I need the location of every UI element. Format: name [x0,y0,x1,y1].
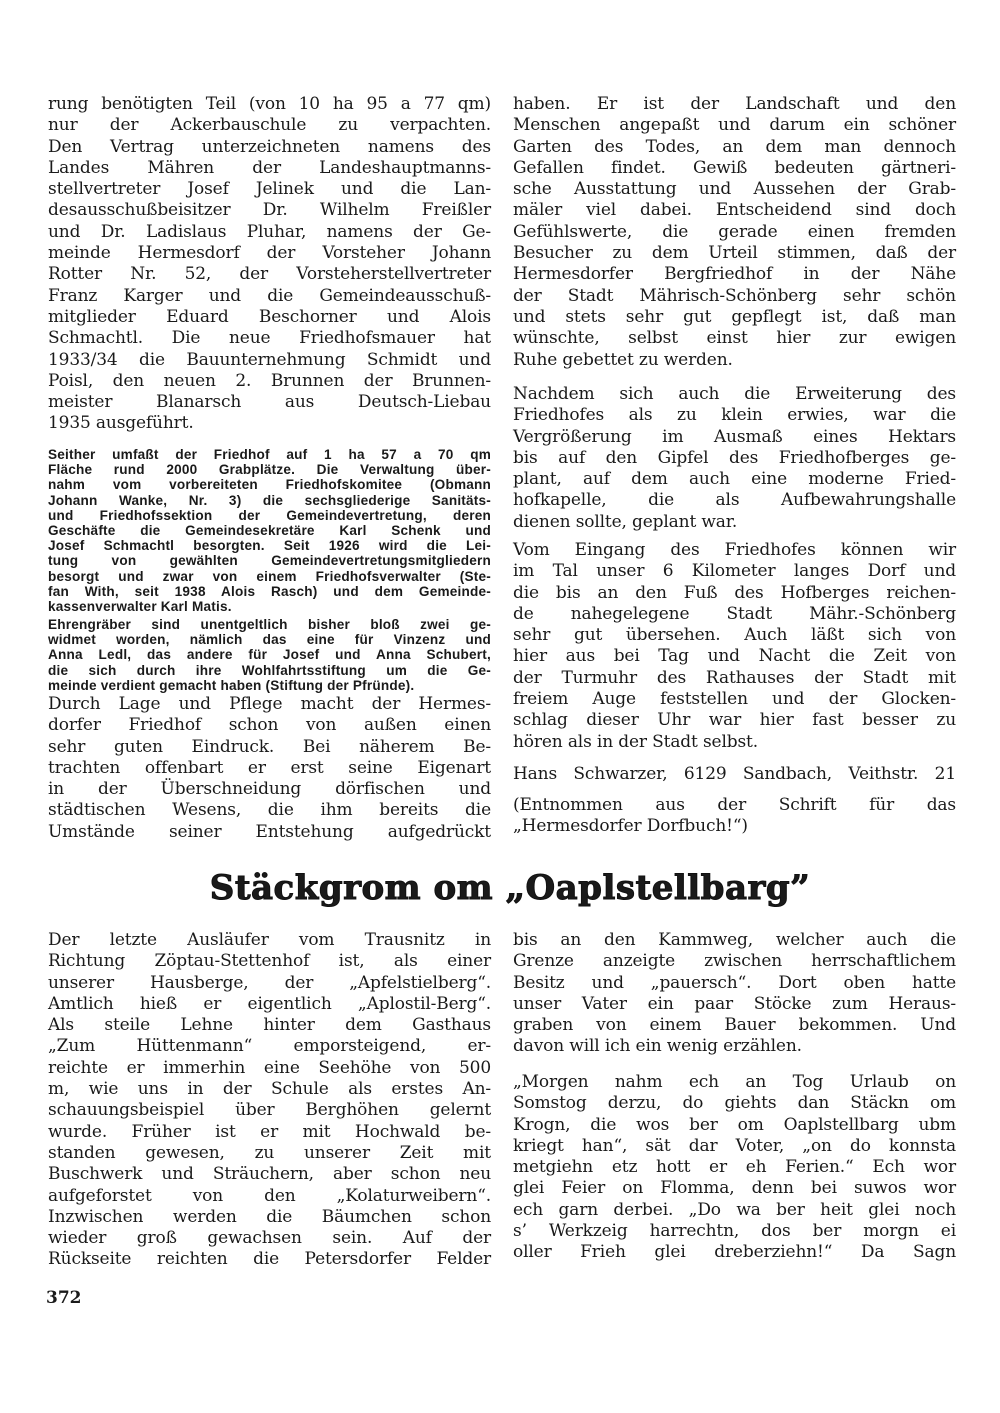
text-line: Menschen angepaßt und darum ein schöner [513,115,956,136]
text-line: die sich durch ihre Wohlfahrtsstiftung um die Ge- [48,662,491,678]
text-line: Seither umfaßt der Friedhof auf 1 ha 57 a 70 qm [48,447,491,462]
text-line: Gefallen findet. Gewiß bedeuten gärtneri- [513,157,956,178]
text-line: davon will ich ein wenig erzählen. [513,1036,802,1057]
text-line: de nahegelegene Stadt Mähr.-Schönberg [513,603,956,624]
text-line: Den Vertrag unterzeichneten namens des [48,136,491,157]
text-line: Vom Eingang des Friedhofes können wir [513,540,956,560]
text-line: 1933/34 die Bauunternehmung Schmidt und [48,349,491,370]
text-line: (Entnommen aus der Schrift für das [513,795,956,815]
top-right-paragraph-1 [513,94,956,371]
text-line: wurde. Früher ist er mit Hochwald be- [48,1121,491,1142]
text-line: Anna Ledl, das andere für Josef und Anna Schubert, [48,647,491,663]
page-number: 372 [46,1288,82,1308]
text-line: fan With, seit 1938 Alois Rasch) und dem Gemeinde- [48,583,491,599]
text-line: bis an den Kammweg, welcher auch die [513,930,956,950]
article-right-paragraph-1 [513,930,956,1058]
text-line: und Dr. Ladislaus Pluhar, namens der Ge- [48,221,491,242]
text-line: „Zum Hüttenmann“ emporsteigend, er- [48,1036,491,1057]
text-line: Besitz und „pauersch“. Dort oben hatte [513,972,956,993]
text-line: widmet worden, nämlich das eine für Vinzenz und [48,632,491,648]
text-line: m, wie uns in der Schule als erstes An- [48,1079,491,1100]
text-line: trachten offenbart er erst seine Eigenart [48,757,491,778]
text-line: Durch Lage und Pflege macht der Hermes- [48,694,491,714]
text-line: Amtlich hieß er eigentlich „Aplostil-Berg“. [48,993,491,1014]
text-line: Hans Schwarzer, 6129 Sandbach, Veithstr. 21 [513,764,956,784]
text-line: Franz Karger und die Gemeindeausschuß- [48,285,491,306]
article-right-paragraph-2 [513,1072,956,1264]
text-line: plant, auf dem auch eine moderne Fried- [513,469,956,490]
text-line: Inzwischen werden die Bäumchen schon [48,1206,491,1227]
source-note [513,795,956,838]
text-line: meinde verdient gemacht haben (Stiftung der Pfründe). [48,677,415,693]
text-line: in der Überschneidung dörfischen und [48,779,491,800]
text-line: ech garn derbei. „Do wa ber heit glei noch [513,1199,956,1220]
text-line: nahm vom vorbereiteten Friedhofskomitee (Obmann [48,477,491,493]
text-line: tung von gewählten Gemeindevertretungsmitgliedern [48,553,491,569]
text-line: Ruhe gebettet zu werden. [513,349,733,370]
text-line: stellvertreter Josef Jelinek und die Lan- [48,179,491,200]
text-line: nur der Ackerbauschule zu verpachten. [48,115,491,136]
text-line: standen gewesen, zu unserer Zeit mit [48,1142,491,1163]
text-line: hören als in der Stadt selbst. [513,731,758,752]
text-line: metgiehn etz hott er eh Ferien.“ Ech wor [513,1157,956,1178]
article-title: Stäckgrom om „Oaplstellbarg” [209,868,811,908]
text-line: hier aus bei Tag und Nacht die Zeit von [513,646,956,667]
text-line: Poisl, den neuen 2. Brunnen der Brunnen- [48,370,491,391]
text-line: schauungsbeispiel über Berghöhen gelernt [48,1100,491,1121]
text-line: bis auf den Gipfel des Friedhofberges ge- [513,447,956,468]
top-left-small-paragraph-2 [48,617,491,693]
author-line [513,764,956,785]
text-line: „Morgen nahm ech an Tog Urlaub on [513,1072,956,1092]
text-line: Umstände seiner Entstehung aufgedrückt [48,821,491,842]
text-line: sehr guten Eindruck. Bei näherem Be- [48,736,491,757]
text-line: Ehrengräber sind unentgeltlich bisher bloß zwei ge- [48,617,491,632]
text-line: wieder groß gewachsen sein. Auf der [48,1228,491,1249]
text-line: Nachdem sich auch die Erweiterung des [513,384,956,404]
top-left-small-paragraph-1 [48,447,491,614]
text-line: Schmachtl. Die neue Friedhofsmauer hat [48,328,491,349]
text-line: hofkapelle, die als Aufbewahrungshalle [513,490,956,511]
text-line: wünschte, selbst einst hier zur ewigen [513,328,956,349]
top-left-paragraph-1 [48,94,491,435]
text-line: Rotter Nr. 52, der Vorsteherstellvertreter [48,264,491,285]
text-line: Rückseite reichten die Petersdorfer Felder [48,1249,491,1270]
text-line: 1935 ausgeführt. [48,413,194,434]
text-line: schlag dieser Uhr war hier fast besser zu [513,710,956,731]
text-line: der Stadt Mährisch-Schönberg sehr schön [513,285,956,306]
text-line: sehr gut übersehen. Auch läßt sich von [513,625,956,646]
text-line: meister Blanarsch aus Deutsch-Liebau [48,392,491,413]
text-line: Krogn, die wos ber om Oaplstellbarg ubm [513,1114,956,1135]
text-line: dorfer Friedhof schon von außen einen [48,715,491,736]
top-left-paragraph-2 [48,694,491,843]
text-line: freiem Auge feststellen und der Glocken- [513,689,956,710]
text-line: Der letzte Ausläufer vom Trausnitz in [48,930,491,950]
text-line: Gefühlswerte, die gerade einen fremden [513,221,956,242]
text-line: Friedhofes als zu klein erwies, war die [513,405,956,426]
text-line: Somstog derzu, do giehts dan Stäckn om [513,1093,956,1114]
text-line: desausschußbeisitzer Dr. Wilhelm Freißler [48,200,491,221]
text-line: Landes Mähren der Landeshauptmanns- [48,157,491,178]
text-line: und stets sehr gut gepflegt ist, daß man [513,306,956,327]
text-line: Besucher zu dem Urteil stimmen, daß der [513,243,956,264]
text-line: kriegt han“, sät dar Voter, „on do konnsta [513,1135,956,1156]
text-line: mäler viel dabei. Entscheidend sind doch [513,200,956,221]
text-line: aufgeforstet von den „Kolaturweibern“. [48,1185,491,1206]
text-line: graben von einem Bauer bekommen. Und [513,1015,956,1036]
text-line: städtischen Wesens, die ihm bereits die [48,800,491,821]
text-line: glei Feier on Flomma, denn bei suwos wor [513,1178,956,1199]
text-line: „Hermesdorfer Dorfbuch!“) [513,816,748,837]
text-line: Fläche rund 2000 Grabplätze. Die Verwaltung über- [48,462,491,478]
text-line: Hermesdorfer Bergfriedhof in der Nähe [513,264,956,285]
text-line: dienen sollte, geplant war. [513,511,738,532]
text-line: reichte er immerhin eine Seehöhe von 500 [48,1057,491,1078]
text-line: unser Vater ein paar Stöcke zum Heraus- [513,993,956,1014]
text-line: Buschwerk und Sträuchern, aber schon neu [48,1164,491,1185]
text-line: rung benötigten Teil (von 10 ha 95 a 77 qm) [48,94,491,114]
text-line: Garten des Todes, an dem man dennoch [513,136,956,157]
text-line: Grenze anzeigte zwischen herrschaftlichem [513,951,956,972]
article-left-paragraph-1 [48,930,491,1271]
text-line: Johann Wanke, Nr. 3) die sechsgliederige Sanitäts- [48,492,491,508]
text-line: meinde Hermesdorf der Vorsteher Johann [48,243,491,264]
text-line: im Tal unser 6 Kilometer langes Dorf und [513,561,956,582]
text-line: der Turmuhr des Rathauses der Stadt mit [513,667,956,688]
text-line: Vergrößerung im Ausmaß eines Hektars [513,426,956,447]
text-line: Geschäfte die Gemeindesekretäre Karl Schenk und [48,523,491,539]
text-line: Josef Schmachtl besorgten. Seit 1926 wird die Lei- [48,538,491,554]
text-line: haben. Er ist der Landschaft und den [513,94,956,114]
text-line: besorgt und zwar von einem Friedhofsverwalter (Ste- [48,568,491,584]
text-line: die bis an den Fuß des Hofberges reichen- [513,582,956,603]
text-line: und Friedhofssektion der Gemeindevertretung, deren [48,507,491,523]
text-line: oller Frieh glei dreberziehn!“ Da Sagn [513,1242,956,1263]
text-line: mitglieder Eduard Beschorner und Alois [48,306,491,327]
text-line: s’ Werkzeig harrechtn, dos ber morgn ei [513,1221,956,1242]
top-right-paragraph-2 [513,384,956,533]
text-line: kassenverwalter Karl Matis. [48,599,232,615]
text-line: sche Ausstattung und Aussehen der Grab- [513,179,956,200]
text-line: Richtung Zöptau-Stettenhof ist, als einer [48,951,491,972]
top-right-paragraph-3 [513,540,956,753]
text-line: unserer Hausberge, der „Apfelstielberg“. [48,972,491,993]
text-line: Als steile Lehne hinter dem Gasthaus [48,1015,491,1036]
